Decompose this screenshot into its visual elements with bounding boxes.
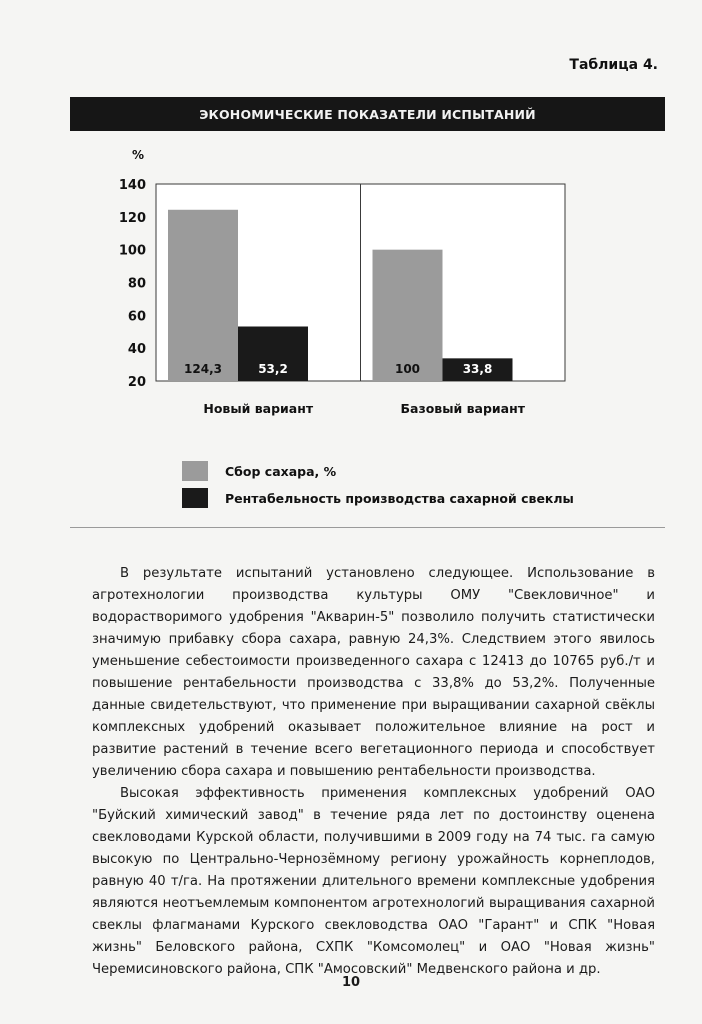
y-tick-label: 20	[127, 375, 146, 390]
section-divider	[70, 527, 665, 528]
y-tick-label: 100	[118, 243, 146, 259]
legend-entry: Сбор сахара, %	[225, 464, 337, 479]
bar-value-label: 53,2	[258, 362, 288, 376]
y-tick-label: 80	[127, 276, 146, 292]
category-label: Базовый вариант	[400, 401, 526, 416]
legend-swatch	[182, 488, 208, 508]
bar-value-label: 33,8	[462, 362, 493, 376]
y-axis-unit-label: %	[131, 148, 145, 162]
page-number: 10	[341, 975, 361, 990]
legend-swatch	[182, 461, 208, 481]
chart-title-banner	[70, 97, 665, 131]
y-tick-label: 140	[118, 178, 146, 193]
bar	[168, 210, 238, 381]
y-tick-label: 40	[127, 342, 146, 358]
category-label: Новый вариант	[203, 401, 314, 416]
paragraph-2: Высокая эффективность применения комплексных удобрений ОАО "Буйский химический завод" в течение ряда лет по достоинству оценена свекловодами Курской области, получившими в 2009 году на 74 тыс. га самую высокую по Центрально-Чернозёмному региону урожайность корнеплодов, равную 40 т/га. На протяжении длительного времени комплексные удобрения являются неотъемлемым компонентом агротехнологий выращивания сахарной свеклы флагманами Курского свекловодства ОАО "Гарант" и СПК "Новая жизнь" Беловского района, СХПК "Комсомолец" и ОАО "Новая жизнь" Черемисиновского района, СПК "Амосовский" Медвенского района и др.	[92, 786, 655, 977]
body-text	[92, 563, 655, 981]
bar-chart-svg	[70, 131, 665, 526]
table-label: Таблица 4.	[569, 57, 658, 73]
y-tick-label: 60	[127, 309, 146, 325]
chart-title: ЭКОНОМИЧЕСКИЕ ПОКАЗАТЕЛИ ИСПЫТАНИЙ	[199, 106, 536, 122]
bar-value-label: 124,3	[184, 362, 222, 376]
paragraph-1: В результате испытаний установлено следующее. Использование в агротехнологии производства культуры ОМУ "Свекловичное" и водорастворимого удобрения "Акварин-5" позволило получить статистически значимую прибавку сбора сахара, равную 24,3%. Следствием этого явилось уменьшение себестоимости произведенного сахара с 12413 до 10765 руб./т и повышение рентабельности производства с 33,8% до 53,2%. Полученные данные свидетельствуют, что применение при выращивании сахарной свёклы комплексных удобрений оказывает положительное влияние на рост и развитие растений в течение всего вегетационного периода и способствует увеличению сбора сахара и повышению рентабельности производства.	[92, 566, 655, 779]
y-tick-label: 120	[118, 210, 146, 226]
bar-chart	[70, 131, 665, 526]
bar-value-label: 100	[394, 362, 421, 376]
legend-entry: Рентабельность производства сахарной свеклы	[225, 491, 574, 506]
